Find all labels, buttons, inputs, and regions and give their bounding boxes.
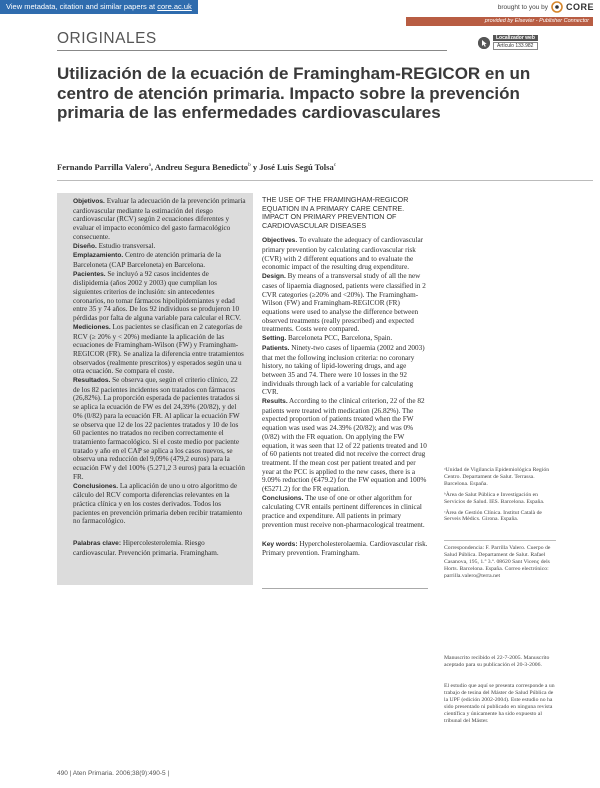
abstract-paragraph: Pacientes. Se incluyó a 92 casos incidentes de dislipidemia (años 2002 y 2003) que cumplían los siguientes criterios de inclusión: sin antecedentes coronarios, no tomar fármacos hipolipidemiantes y edad entre 35 y 74 años. De los 92 individuos se produjeron 10 pérdidas por falta de alguna variable para calcular el RCV. [73,269,241,323]
abstract-english [262,196,428,558]
abstract-paragraph: Design. By means of a transversal study of all the new cases of lipaemia diagnosed, patients were classified in 2 CVR categories (≥20% and <20%). The Framingham-Wilson (FW) and Framingham-REGICOR (FR) equations were used to analyse the difference between observed treatments (really prescribed) and expected treatments. Costs were compared. [262,272,426,334]
section-divider [57,50,447,51]
author-separator: y [250,162,260,172]
core-logo-icon [551,1,563,13]
page-footer: 490 | Aten Primaria. 2006;38(9):490-5 | [57,770,170,777]
author-affiliation-mark: c [333,162,337,169]
author-name: Andreu Segura Benedicto [154,162,249,172]
abstract-paragraph: Conclusiones. La aplicación de uno u otro algoritmo de cálculo del RCV comporta diferencias relevantes en la práctica clínica y en los costes derivados. Todos los pacientes en prevención primaria deben recibir tratamiento no farmacológico. [73,481,243,526]
locator-label: Localizador web [493,35,538,41]
keywords-spanish: Palabras clave: Hipercolesterolemia. Riesgo cardiovascular. Prevención primaria. Framingham. [73,539,219,557]
core-banner [0,0,600,14]
dates-block [444,655,556,673]
study-note: El estudio que aquí se presenta corresponde a un trabajo de tesina del Máster de Salud Pública de la UPF (edición 2002-2004). Este estudio no ha sido presentado ni publicado en ninguna revista científica y únicamente ha sido expuesto al tribunal del Máster. [444,683,555,724]
abstract-paragraph: Diseño. Estudio transversal. [73,241,156,250]
english-abstract-divider [262,588,428,589]
affiliation: ᶜÀrea de Gestión Clínica. Institut Català de Serveis Mèdics. Girona. España. [444,509,542,523]
abstract-paragraph: Results. According to the clinical criterion, 22 of the 82 patients were treated with medication (26.82%). The expected proportion of patients treated when the FW equation was used was 24.39% (20/82); and was 0% (0/82) with the FR equation. On applying the FW equation, it was seen that 12 of 22 patients treated and 10 of 60 patients not treated did not receive the correct drug treatment. If the mean cost per patient treated and per year at the PCC is applied to the new cases, there is a 9.09% reduction (€479.2) for the FW equation and 100% (€5271.2) for the FR equation. [262,397,427,494]
correspondence: Correspondencia: F. Parrilla Valero. Cuerpo de Salud Pública. Departament de Salut. Rafael Casanova, 195, 1.º 3.ª. 08620 Sant Vicenç dels Horts. Barcelona. España. Correo electrónico: parrilla.valero@terra.net [444,545,551,579]
abstract-spanish [57,193,253,585]
core-brought-by[interactable]: brought to you by CORE [497,2,594,12]
note-block [444,683,556,728]
english-title: THE USE OF THE FRAMINGHAM-REGICOR EQUATION IN A PRIMARY CARE CENTRE. IMPACT ON PRIMARY PREVENTION OF CARDIOVASCULAR DISEASES [262,195,409,230]
core-label: CORE [565,2,594,12]
author-affiliation-mark: b [248,162,251,169]
provider-strip: provided by Elsevier - Publisher Connector [406,17,593,26]
correspondence-block [444,540,556,584]
author-separator: , [150,162,155,172]
abstract-paragraph: Objectives. To evaluate the adequacy of cardiovascular primary prevention by calculating cardiovascular risk (CVR) with 2 different equations and to evaluate the economic impact of the resulting drug expenditure. [262,236,424,272]
author-name: Fernando Parrilla Valero [57,162,149,172]
abstract-paragraph: Emplazamiento. Centro de atención primaria de la Barceloneta (CAP Barceloneta) en Barcelona. [73,251,221,269]
core-metadata-link[interactable]: View metadata, citation and similar papers at core.ac.uk [0,0,198,14]
affiliation: ᵃUnidad de Vigilancia Epidemiológica Región Centro. Departament de Salut. Terrassa. Barcelona. España. [444,467,550,487]
article-title: Utilización de la ecuación de Framingham-REGICOR en un centro de atención primaria. Impacto sobre la prevención primaria de las enfermedades cardiovasculares [57,64,531,122]
author-name: José Luis Segú Tolsa [259,162,334,172]
section-label: ORIGINALES [57,30,157,47]
locator-article: Artículo 133.982 [493,42,538,50]
cursor-icon [478,37,490,49]
keywords-english: Key words: Hypercholesterolaemia. Cardiovascular risk. Primary prevention. Framingham. [262,539,428,558]
web-locator-badge [478,35,538,50]
authors-divider [57,180,593,181]
affiliation: ᵇÀrea de Salut Pública e Investigación en Servicios de Salud. IES. Barcelona. España. [444,491,545,505]
side-divider [444,540,556,541]
affiliations [444,467,556,527]
abstract-paragraph: Mediciones. Los pacientes se clasifican en 2 categorías de RCV (≥ 20% y < 20%) mediante la aplicación de las ecuaciones de Framingham-Wilson (FW) y Framingham-REGICOR (FR). Se analiza la diferencia entre tratamientos observados (realmente prescritos) y esperados según una u otra ecuación. Se compara el coste. [73,322,244,376]
core-link[interactable]: core.ac.uk [157,2,192,11]
abstract-paragraph: Objetivos. Evaluar la adecuación de la prevención primaria cardiovascular mediante la estimación del riesgo cardiovascular (RCV) según 2 ecuaciones diferentes y evaluar el impacto económico del gasto farmacológico consecuente. [73,197,246,241]
abstract-paragraph: Conclusions. The use of one or other algorithm for calculating CVR entails pertinent differences in clinical practice and expenditure. All patients in primary prevention must receive non-pharmacological treatment. [262,493,425,529]
abstract-paragraph: Patients. Ninety-two cases of lipaemia (2002 and 2003) that met the following inclusion criteria: no coronary history, no taking of lipid-lowering drugs, and age between 35 and 74. There were 10 losses in the 92 individuals through lack of a variable for calculating CVR. [262,343,425,397]
author-affiliation-mark: a [148,162,151,169]
abstract-paragraph: Resultados. Se observa que, según el criterio clínico, 22 de los 82 pacientes incidentes son tratados con fármacos (26,82%). La proporción esperada de pacientes tratados si se aplica la ecuación de FW es del 24,39% (20/82), y del 0% (0/82) para la ecuación FR. Al aplicar la ecuación FW se observa que 12 de los 22 pacientes tratados y 10 de los 60 pacientes no tratados no reciben correctamente el tratamiento farmacológico. Si el coste medio por paciente tratado y año en el CAP se aplica a los casos nuevos, se observa una reducción del 9,09% (479,2 euros) para la ecuación FW y del 100% (5.271,2 3 euros) para la ecuación FR. [73,376,245,481]
author-list [57,162,577,172]
abstract-paragraph: Setting. Barceloneta PCC, Barcelona, Spain. [262,334,393,343]
manuscript-dates: Manuscrito recibido el 22-7-2005. Manuscrito aceptado para su publicación el 20-3-2006. [444,655,550,668]
